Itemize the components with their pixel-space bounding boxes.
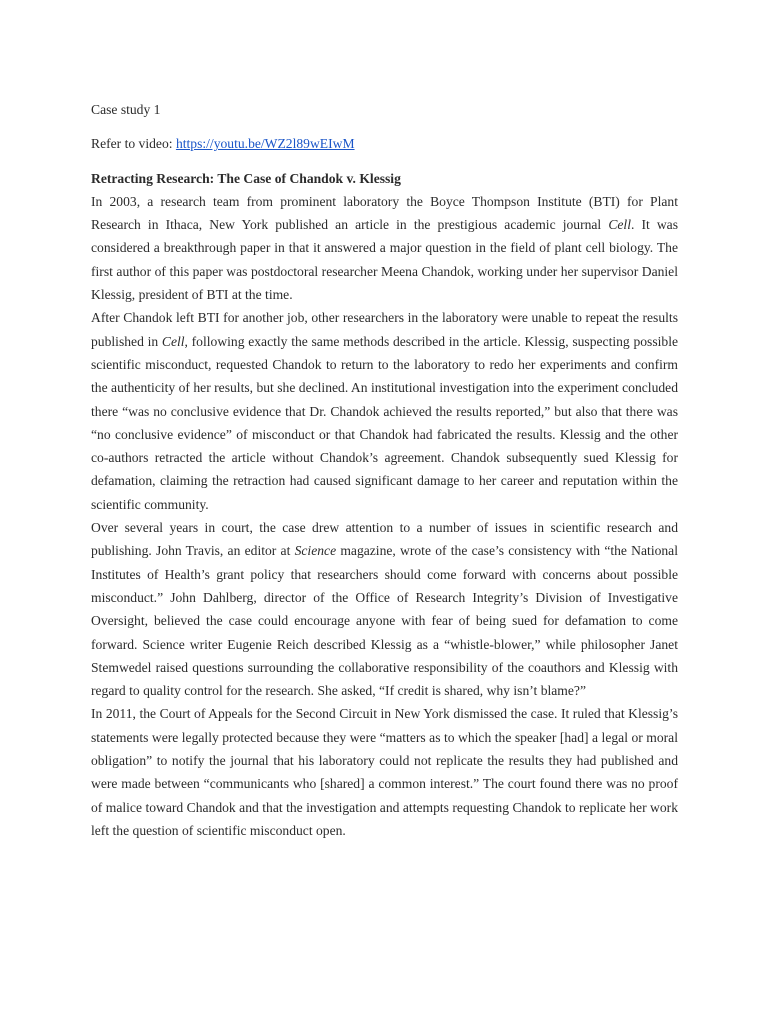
journal-name-cell: Cell [608,217,631,233]
video-reference-line [91,132,678,155]
paragraph-2-text-start: After Chandok left BTI for another job, other researchers in the laboratory were unable to repeat the results published in [91,310,678,349]
video-link[interactable]: https://youtu.be/WZ2l89wEIwM [175,136,355,152]
paragraph-1 [91,190,678,306]
paragraph-4-text: In 2011, the Court of Appeals for the Second Circuit in New York dismissed the case. It ruled that Klessig’s statements were legally protected because they were “matters as to which the speaker [had] a legal or moral obligation” to notify the journal that his laboratory could not replicate the results they had published and were made between “communicants who [shared] a common interest.” The court found there was no proof of malice toward Chandok and that the investigation and attempts requesting Chandok to replicate her work left the question of scientific misconduct open. [91,706,678,838]
paragraph-1-text-end: . It was considered a breakthrough paper in that it answered a major question in the field of plant cell biology. The first author of this paper was postdoctoral researcher Meena Chandok, working under her supervisor Daniel Klessig, president of BTI at the time. [91,217,679,303]
case-study-heading: Case study 1 [91,102,161,117]
paragraph-4 [91,702,678,842]
video-reference-label: Refer to video: [91,136,176,152]
paragraph-2 [91,306,678,516]
paragraph-2-text-end: , following exactly the same methods described in the article. Klessig, suspecting possible scientific misconduct, requested Chandok to return to the laboratory to redo her experiments and confirm the authenticity of her results, but she declined. An institutional investigation into the experiment concluded there “was no conclusive evidence that Dr. Chandok achieved the results reported,” but also that there was “no conclusive evidence” of misconduct or that Chandok had fabricated the results. Klessig and the other co-authors retracted the article without Chandok’s agreement. Chandok subsequently sued Klessig for defamation, claiming the retraction had caused significant damage to her career and reputation within the scientific community. [91,333,679,512]
journal-name-cell: Cell [161,333,185,349]
magazine-name-science: Science [294,543,337,559]
document-page [91,98,678,842]
article-title: Retracting Research: The Case of Chandok v. Klessig [91,170,401,186]
paragraph-3-text-start: Over several years in court, the case drew attention to a number of issues in scientific research and publishing. John Travis, an editor at [91,520,678,559]
paragraph-1-text-start: In 2003, a research team from prominent laboratory the Boyce Thompson Institute (BTI) for Plant Research in Ithaca, New York published an article in the prestigious academic journal [91,193,678,233]
paragraph-3-text-end: magazine, wrote of the case’s consistency with “the National Institutes of Health’s grant policy that researchers should come forward with concerns about possible misconduct.” John Dahlberg, director of the Office of Research Integrity’s Division of Investigative Oversight, believed the case could encourage anyone with fear of being sued for defamation to come forward. Science writer Eugenie Reich described Klessig as a “whistle-blower,” while philosopher Janet Stemwedel raised questions surrounding the collaborative responsibility of the coauthors and Klessig with regard to quality control for the research. She asked, “If credit is shared, why isn’t blame?” [91,543,678,699]
paragraph-3 [91,516,678,702]
